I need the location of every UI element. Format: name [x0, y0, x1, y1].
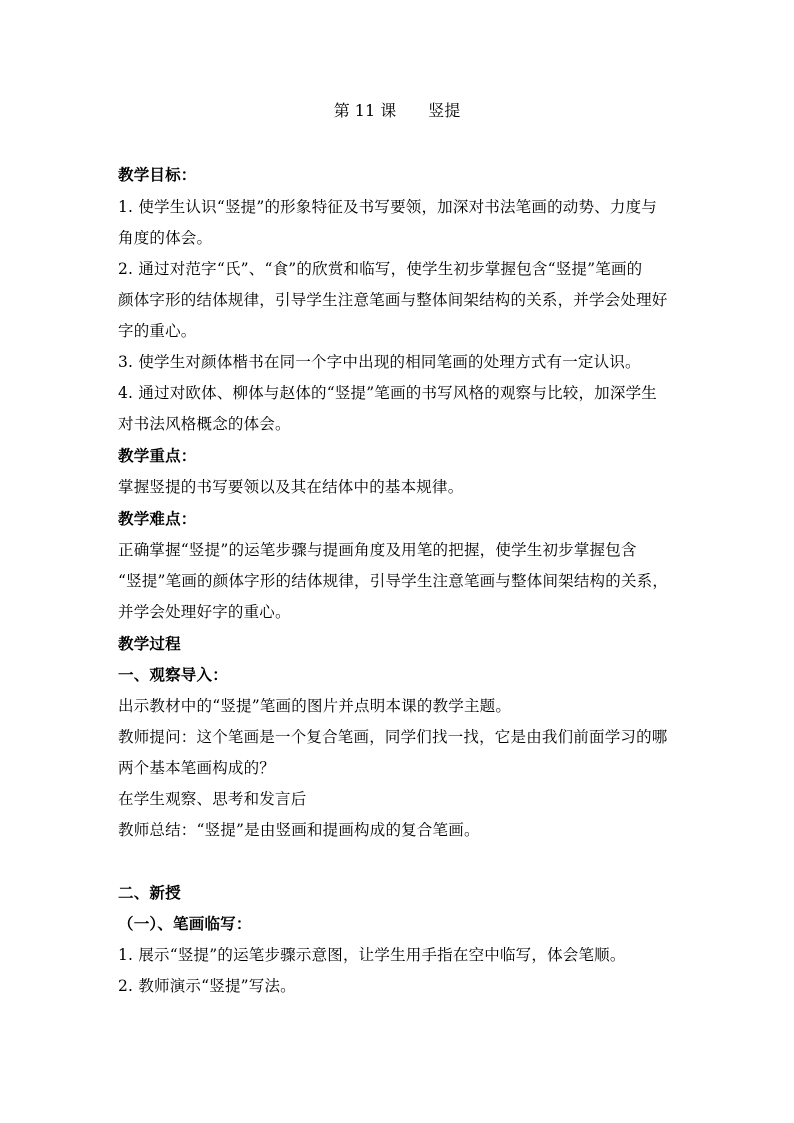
difficult-heading: 教学难点： [118, 510, 197, 528]
part1-line: 教师提问：这个笔画是一个复合笔画，同学们找一找，它是由我们前面学习的哪 [118, 728, 668, 746]
key-text: 掌握竖提的书写要领以及其在结体中的基本规律。 [118, 478, 464, 496]
part1-line: 教师总结：“竖提”是由竖画和提画构成的复合笔画。 [118, 821, 480, 839]
process-heading: 教学过程 [118, 635, 181, 653]
part2-line: 2. 教师演示“竖提”写法。 [118, 977, 296, 995]
difficult-line: 正确掌握“竖提”的运笔步骤与提画角度及用笔的把握，使学生初步掌握包含 [118, 541, 637, 559]
goal-line: 3. 使学生对颜体楷书在同一个字中出现的相同笔画的处理方式有一定认识。 [118, 353, 641, 371]
lesson-title: 第 11 课 竖提 [333, 101, 461, 120]
goal-line: 字的重心。 [118, 322, 197, 340]
part2-sub-heading: （一）、笔画临写： [118, 915, 252, 933]
difficult-line: 并学会处理好字的重心。 [118, 603, 291, 621]
goal-line: 1. 使学生认识“竖提”的形象特征及书写要领，加深对书法笔画的动势、力度与 [118, 198, 657, 216]
key-heading: 教学重点： [118, 447, 197, 465]
part1-heading: 一、观察导入： [118, 666, 228, 684]
difficult-line: “竖提”笔画的颜体字形的结体规律，引导学生注意笔画与整体间架结构的关系， [118, 572, 669, 590]
goal-line: 2. 通过对范字“氏”、“食”的欣赏和临写，使学生初步掌握包含“竖提”笔画的 [118, 260, 643, 278]
goal-line: 对书法风格概念的体会。 [118, 415, 291, 433]
goals-heading: 教学目标： [118, 166, 197, 184]
goal-line: 角度的体会。 [118, 229, 213, 247]
goal-line: 颜体字形的结体规律，引导学生注意笔画与整体间架结构的关系，并学会处理好 [118, 291, 668, 309]
goal-line: 4. 通过对欧体、柳体与赵体的“竖提”笔画的书写风格的观察与比较，加深学生 [118, 384, 657, 402]
part2-heading: 二、新授 [118, 884, 181, 902]
part1-line: 两个基本笔画构成的？ [118, 759, 276, 777]
part2-line: 1. 展示“竖提”的运笔步骤示意图，让学生用手指在空中临写，体会笔顺。 [118, 946, 626, 964]
part1-line: 出示教材中的“竖提”笔画的图片并点明本课的教学主题。 [118, 697, 512, 715]
part1-line: 在学生观察、思考和发言后 [118, 790, 307, 808]
